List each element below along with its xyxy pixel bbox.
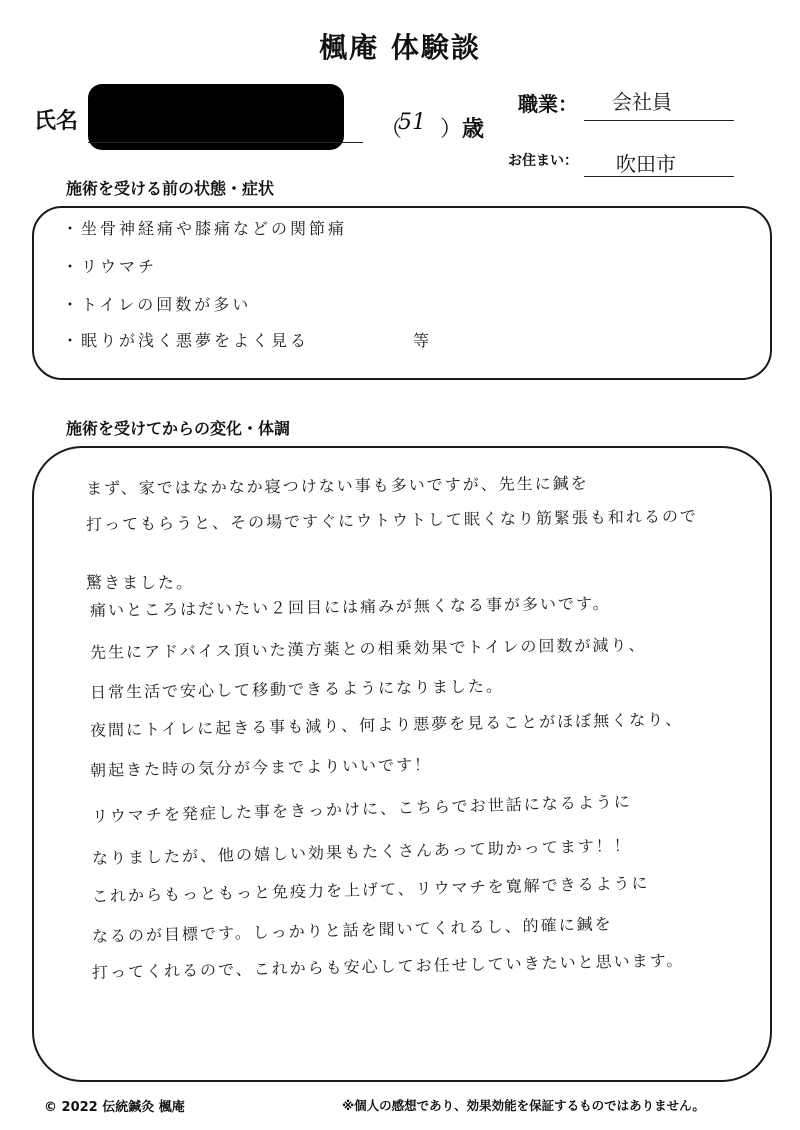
after-line: なりましたが、他の嬉しい効果もたくさんあって助かってます！！: [91, 835, 632, 868]
after-line: なるのが目標です。しっかりと話を聞いてくれるし、的確に鍼を: [91, 914, 613, 946]
age-open-paren: （: [380, 117, 403, 142]
after-line: まず、家ではなかなか寝つけない事も多いですが、先生に鍼を: [85, 473, 589, 498]
page-title: 楓庵 体験談: [319, 31, 481, 64]
disclaimer-text: ※個人の感想であり、効果効能を保証するものではありません。: [342, 1098, 705, 1113]
before-heading: 施術を受ける前の状態・症状: [66, 179, 275, 198]
occupation-label: 職業：: [518, 92, 578, 116]
before-item: ・リウマチ: [62, 257, 158, 276]
after-line: 打ってもらうと、その場ですぐにウトウトして眠くなり筋緊張も和れるので: [85, 506, 699, 534]
copyright-text: © 2022 伝統鍼灸 楓庵: [44, 1100, 185, 1115]
name-label: 氏名: [34, 109, 79, 134]
residence-underline: [584, 176, 734, 177]
occupation-value: 会社員: [612, 90, 672, 114]
age-unit: 歳: [462, 117, 485, 142]
after-line: リウマチを発症した事をきっかけに、こちらでお世話になるように: [91, 791, 632, 826]
age-close-paren: ）: [440, 117, 463, 142]
after-line: これからもっともっと免疫力を上げて、リウマチを寛解できるように: [91, 873, 650, 906]
before-item: ・坐骨神経痛や膝痛などの関節痛: [62, 219, 348, 238]
before-suffix: 等: [413, 331, 430, 350]
after-line: 痛いところはだいたい２回目には痛みが無くなる事が多いです。: [89, 593, 611, 620]
name-redaction: [88, 84, 344, 150]
before-item: ・トイレの回数が多い: [62, 295, 252, 314]
after-line: 夜間にトイレに起きる事も減り、何より悪夢を見ることがほぼ無くなり、: [89, 709, 684, 740]
after-line: 打ってくれるので、これからも安心してお任せしていきたいと思います。: [91, 950, 685, 982]
residence-value: 吹田市: [616, 152, 676, 176]
before-item: ・眠りが浅く悪夢をよく見る: [62, 331, 310, 350]
residence-label: お住まい：: [508, 153, 578, 169]
after-line: 先生にアドバイス頂いた漢方薬との相乗効果でトイレの回数が減り、: [89, 635, 647, 662]
name-underline: [88, 142, 363, 143]
occupation-underline: [584, 120, 734, 121]
after-line: 驚きました。: [86, 573, 195, 592]
after-line: 朝起きた時の気分が今までよりいいです！: [89, 755, 433, 780]
age-value: 51: [398, 110, 426, 135]
after-heading: 施術を受けてからの変化・体調: [66, 419, 291, 438]
after-line: 日常生活で安心して移動できるようになりました。: [89, 676, 505, 702]
